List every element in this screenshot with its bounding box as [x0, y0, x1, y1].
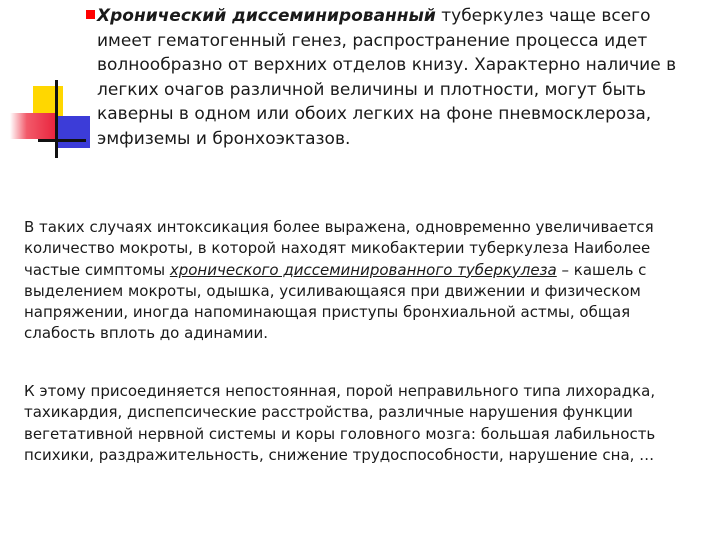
vertical-line	[55, 80, 58, 158]
paragraph-2	[24, 217, 694, 345]
blue-square	[58, 116, 90, 148]
horizontal-line	[38, 139, 86, 142]
paragraph-2-text-after: – кашель с выделением мокроты, одышка, усиливающаяся при движении и физическом напряжении, иногда напоминающая приступы бронхиальной астмы, общая слабость вплоть до адинамии.	[24, 260, 647, 343]
paragraph-3	[24, 381, 694, 466]
disseminated-tb-link[interactable]: хронического диссеминированного туберкулеза	[169, 260, 557, 279]
paragraph-1-text: туберкулез чаще всего имеет гематогенный генез, распространение процесса идет волнообразно от верхних отделов книзу. Характерно наличие в легких очагов различной величины и плотности, могут быть каверны в одном или обоих легких на фоне пневмосклероза, эмфиземы и бронхоэктазов.	[97, 6, 677, 149]
paragraph-1-lead: Хронический диссеминированный	[97, 6, 436, 26]
red-gradient-bar	[10, 113, 58, 139]
bullet-square-icon	[86, 10, 95, 19]
paragraph-3-text: К этому присоединяется непостоянная, порой неправильного типа лихорадка, тахикардия, диспепсические расстройства, различные нарушения функции вегетативной нервной системы и коры головного мозга: большая лабильность психики, раздражительность, снижение трудоспособности, нарушение сна, …	[24, 382, 656, 464]
decorative-logo	[0, 0, 100, 170]
yellow-square	[33, 86, 63, 116]
paragraph-2-text-before: В таких случаях интоксикация более выражена, одновременно увеличивается количество мокроты, в которой находят микобактерии туберкулеза Наиболее частые симптомы	[24, 218, 654, 279]
paragraph-1	[97, 4, 697, 152]
